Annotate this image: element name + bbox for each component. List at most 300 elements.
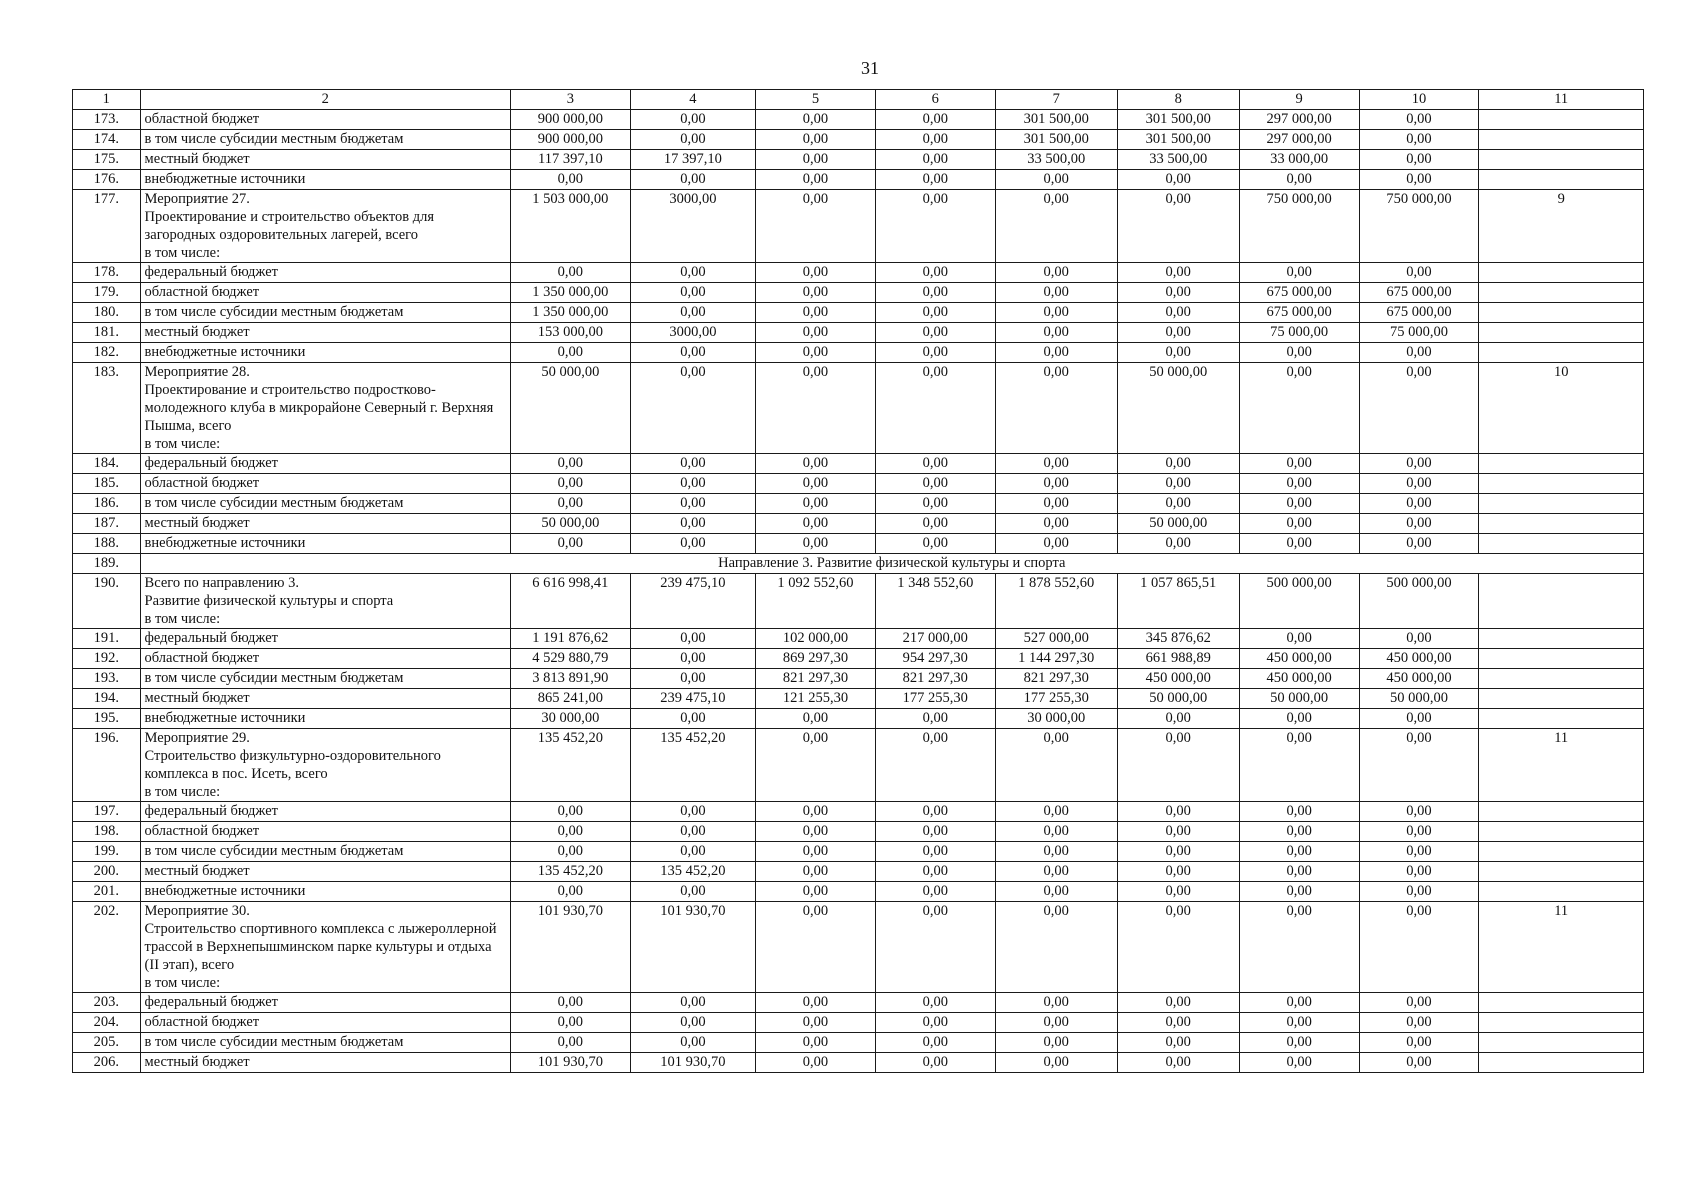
amount-cell: 0,00 xyxy=(630,494,755,514)
amount-cell: 450 000,00 xyxy=(1359,649,1479,669)
row-description: внебюджетные источники xyxy=(140,170,510,190)
column-number-cell: 5 xyxy=(756,90,876,110)
table-row xyxy=(73,534,1644,554)
table-row xyxy=(73,474,1644,494)
column-number-cell: 11 xyxy=(1479,90,1644,110)
amount-cell: 0,00 xyxy=(630,1033,755,1053)
row-description: в том числе субсидии местным бюджетам xyxy=(140,494,510,514)
section-title: Направление 3. Развитие физической культуры и спорта xyxy=(140,554,1643,574)
amount-cell: 0,00 xyxy=(630,110,755,130)
budget-table xyxy=(72,89,1644,1073)
amount-cell: 6 616 998,41 xyxy=(510,574,630,629)
table-row xyxy=(73,494,1644,514)
amount-cell: 345 876,62 xyxy=(1117,629,1239,649)
amount-cell: 0,00 xyxy=(875,802,995,822)
row-number: 198. xyxy=(73,822,141,842)
row-description: областной бюджет xyxy=(140,283,510,303)
amount-cell: 0,00 xyxy=(995,802,1117,822)
amount-cell: 0,00 xyxy=(1117,170,1239,190)
amount-cell: 0,00 xyxy=(995,343,1117,363)
row-description: в том числе субсидии местным бюджетам xyxy=(140,842,510,862)
table-row xyxy=(73,1053,1644,1073)
amount-cell: 450 000,00 xyxy=(1239,649,1359,669)
amount-cell: 0,00 xyxy=(875,474,995,494)
amount-cell: 527 000,00 xyxy=(995,629,1117,649)
amount-cell: 0,00 xyxy=(995,474,1117,494)
row-description: в том числе субсидии местным бюджетам xyxy=(140,303,510,323)
amount-cell: 0,00 xyxy=(1359,902,1479,993)
amount-cell: 0,00 xyxy=(1239,454,1359,474)
column-number-cell: 9 xyxy=(1239,90,1359,110)
target-reference xyxy=(1479,323,1644,343)
amount-cell: 0,00 xyxy=(630,363,755,454)
amount-cell: 101 930,70 xyxy=(630,902,755,993)
amount-cell: 177 255,30 xyxy=(875,689,995,709)
amount-cell: 3000,00 xyxy=(630,190,755,263)
row-description: внебюджетные источники xyxy=(140,709,510,729)
table-row xyxy=(73,669,1644,689)
amount-cell: 0,00 xyxy=(1359,729,1479,802)
amount-cell: 239 475,10 xyxy=(630,574,755,629)
row-number: 199. xyxy=(73,842,141,862)
amount-cell: 101 930,70 xyxy=(510,902,630,993)
table-row xyxy=(73,842,1644,862)
amount-cell: 0,00 xyxy=(1359,534,1479,554)
table-row xyxy=(73,862,1644,882)
row-number: 182. xyxy=(73,343,141,363)
row-description: в том числе субсидии местным бюджетам xyxy=(140,669,510,689)
amount-cell: 0,00 xyxy=(1359,454,1479,474)
amount-cell: 0,00 xyxy=(1359,514,1479,534)
column-number-cell: 8 xyxy=(1117,90,1239,110)
amount-cell: 0,00 xyxy=(630,649,755,669)
amount-cell: 0,00 xyxy=(510,802,630,822)
amount-cell: 0,00 xyxy=(510,882,630,902)
target-reference xyxy=(1479,343,1644,363)
amount-cell: 0,00 xyxy=(756,709,876,729)
amount-cell: 50 000,00 xyxy=(1359,689,1479,709)
amount-cell: 0,00 xyxy=(995,454,1117,474)
row-description: областной бюджет xyxy=(140,649,510,669)
table-row xyxy=(73,689,1644,709)
amount-cell: 0,00 xyxy=(510,454,630,474)
amount-cell: 0,00 xyxy=(875,363,995,454)
amount-cell: 0,00 xyxy=(756,534,876,554)
target-reference xyxy=(1479,669,1644,689)
amount-cell: 1 348 552,60 xyxy=(875,574,995,629)
amount-cell: 1 878 552,60 xyxy=(995,574,1117,629)
amount-cell: 17 397,10 xyxy=(630,150,755,170)
target-reference xyxy=(1479,629,1644,649)
table-row xyxy=(73,283,1644,303)
amount-cell: 50 000,00 xyxy=(1239,689,1359,709)
target-reference xyxy=(1479,574,1644,629)
amount-cell: 0,00 xyxy=(995,170,1117,190)
amount-cell: 0,00 xyxy=(875,993,995,1013)
amount-cell: 1 057 865,51 xyxy=(1117,574,1239,629)
amount-cell: 0,00 xyxy=(630,343,755,363)
target-reference xyxy=(1479,170,1644,190)
amount-cell: 0,00 xyxy=(995,842,1117,862)
amount-cell: 0,00 xyxy=(1239,1013,1359,1033)
amount-cell: 0,00 xyxy=(1359,494,1479,514)
target-reference xyxy=(1479,534,1644,554)
amount-cell: 0,00 xyxy=(1359,862,1479,882)
amount-cell: 50 000,00 xyxy=(1117,363,1239,454)
row-description: местный бюджет xyxy=(140,323,510,343)
amount-cell: 0,00 xyxy=(1239,902,1359,993)
amount-cell: 0,00 xyxy=(1239,709,1359,729)
row-number: 205. xyxy=(73,1033,141,1053)
amount-cell: 0,00 xyxy=(510,534,630,554)
amount-cell: 0,00 xyxy=(1117,902,1239,993)
row-description: местный бюджет xyxy=(140,689,510,709)
amount-cell: 0,00 xyxy=(1359,363,1479,454)
table-row xyxy=(73,190,1644,263)
target-reference xyxy=(1479,1053,1644,1073)
row-number: 194. xyxy=(73,689,141,709)
amount-cell: 0,00 xyxy=(1359,802,1479,822)
amount-cell: 0,00 xyxy=(1239,170,1359,190)
amount-cell: 1 092 552,60 xyxy=(756,574,876,629)
amount-cell: 0,00 xyxy=(756,802,876,822)
amount-cell: 0,00 xyxy=(1239,494,1359,514)
amount-cell: 0,00 xyxy=(1359,1013,1479,1033)
amount-cell: 0,00 xyxy=(1239,514,1359,534)
amount-cell: 101 930,70 xyxy=(630,1053,755,1073)
amount-cell: 0,00 xyxy=(756,1013,876,1033)
amount-cell: 750 000,00 xyxy=(1239,190,1359,263)
row-number: 193. xyxy=(73,669,141,689)
table-row xyxy=(73,1013,1644,1033)
amount-cell: 301 500,00 xyxy=(995,110,1117,130)
amount-cell: 675 000,00 xyxy=(1239,283,1359,303)
amount-cell: 0,00 xyxy=(875,842,995,862)
amount-cell: 0,00 xyxy=(875,862,995,882)
amount-cell: 0,00 xyxy=(875,494,995,514)
table-row xyxy=(73,263,1644,283)
amount-cell: 0,00 xyxy=(756,363,876,454)
amount-cell: 0,00 xyxy=(1117,822,1239,842)
amount-cell: 0,00 xyxy=(630,822,755,842)
amount-cell: 0,00 xyxy=(1117,474,1239,494)
amount-cell: 0,00 xyxy=(1117,303,1239,323)
amount-cell: 0,00 xyxy=(995,283,1117,303)
row-description: в том числе субсидии местным бюджетам xyxy=(140,130,510,150)
amount-cell: 33 000,00 xyxy=(1239,150,1359,170)
amount-cell: 0,00 xyxy=(875,263,995,283)
row-description: Всего по направлению 3. Развитие физической культуры и спорта в том числе: xyxy=(140,574,510,629)
table-row xyxy=(73,514,1644,534)
target-reference xyxy=(1479,993,1644,1013)
amount-cell: 0,00 xyxy=(875,822,995,842)
column-number-cell: 3 xyxy=(510,90,630,110)
row-number: 173. xyxy=(73,110,141,130)
row-number: 189. xyxy=(73,554,141,574)
row-number: 179. xyxy=(73,283,141,303)
row-number: 197. xyxy=(73,802,141,822)
amount-cell: 1 191 876,62 xyxy=(510,629,630,649)
amount-cell: 0,00 xyxy=(510,494,630,514)
amount-cell: 0,00 xyxy=(1359,882,1479,902)
amount-cell: 0,00 xyxy=(510,1033,630,1053)
target-reference xyxy=(1479,263,1644,283)
target-reference xyxy=(1479,454,1644,474)
amount-cell: 0,00 xyxy=(1239,474,1359,494)
amount-cell: 0,00 xyxy=(1359,150,1479,170)
amount-cell: 0,00 xyxy=(756,263,876,283)
amount-cell: 0,00 xyxy=(1359,170,1479,190)
amount-cell: 0,00 xyxy=(1117,802,1239,822)
row-description: внебюджетные источники xyxy=(140,882,510,902)
row-description: Мероприятие 27. Проектирование и строительство объектов для загородных оздоровительных лагерей, всего в том числе: xyxy=(140,190,510,263)
amount-cell: 0,00 xyxy=(630,842,755,862)
row-number: 190. xyxy=(73,574,141,629)
amount-cell: 821 297,30 xyxy=(995,669,1117,689)
row-number: 183. xyxy=(73,363,141,454)
amount-cell: 0,00 xyxy=(1359,1033,1479,1053)
amount-cell: 0,00 xyxy=(756,150,876,170)
table-row xyxy=(73,150,1644,170)
amount-cell: 0,00 xyxy=(630,802,755,822)
amount-cell: 0,00 xyxy=(995,303,1117,323)
amount-cell: 900 000,00 xyxy=(510,130,630,150)
amount-cell: 0,00 xyxy=(630,629,755,649)
target-reference xyxy=(1479,514,1644,534)
amount-cell: 0,00 xyxy=(756,110,876,130)
amount-cell: 33 500,00 xyxy=(995,150,1117,170)
amount-cell: 0,00 xyxy=(875,130,995,150)
amount-cell: 0,00 xyxy=(995,822,1117,842)
amount-cell: 0,00 xyxy=(1239,1053,1359,1073)
table-row xyxy=(73,649,1644,669)
amount-cell: 0,00 xyxy=(995,534,1117,554)
table-row xyxy=(73,709,1644,729)
amount-cell: 0,00 xyxy=(875,1033,995,1053)
row-number: 177. xyxy=(73,190,141,263)
amount-cell: 0,00 xyxy=(510,263,630,283)
target-reference xyxy=(1479,649,1644,669)
amount-cell: 0,00 xyxy=(630,1013,755,1033)
table-row xyxy=(73,902,1644,993)
row-number: 176. xyxy=(73,170,141,190)
table-row xyxy=(73,363,1644,454)
table-row xyxy=(73,170,1644,190)
amount-cell: 0,00 xyxy=(1239,363,1359,454)
amount-cell: 297 000,00 xyxy=(1239,130,1359,150)
amount-cell: 0,00 xyxy=(630,669,755,689)
row-number: 203. xyxy=(73,993,141,1013)
amount-cell: 0,00 xyxy=(1117,534,1239,554)
amount-cell: 0,00 xyxy=(756,454,876,474)
amount-cell: 1 144 297,30 xyxy=(995,649,1117,669)
target-reference xyxy=(1479,709,1644,729)
amount-cell: 301 500,00 xyxy=(1117,130,1239,150)
amount-cell: 0,00 xyxy=(1117,842,1239,862)
amount-cell: 0,00 xyxy=(1117,494,1239,514)
table-row xyxy=(73,729,1644,802)
amount-cell: 1 503 000,00 xyxy=(510,190,630,263)
amount-cell: 0,00 xyxy=(1239,993,1359,1013)
row-description: Мероприятие 29. Строительство физкультурно-оздоровительного комплекса в пос. Исеть, всего в том числе: xyxy=(140,729,510,802)
amount-cell: 450 000,00 xyxy=(1239,669,1359,689)
amount-cell: 0,00 xyxy=(1359,110,1479,130)
row-description: областной бюджет xyxy=(140,474,510,494)
amount-cell: 0,00 xyxy=(875,534,995,554)
row-number: 188. xyxy=(73,534,141,554)
row-description: внебюджетные источники xyxy=(140,534,510,554)
amount-cell: 0,00 xyxy=(1117,729,1239,802)
amount-cell: 0,00 xyxy=(510,993,630,1013)
row-description: местный бюджет xyxy=(140,514,510,534)
target-reference xyxy=(1479,283,1644,303)
amount-cell: 750 000,00 xyxy=(1359,190,1479,263)
row-number: 195. xyxy=(73,709,141,729)
amount-cell: 0,00 xyxy=(1117,709,1239,729)
amount-cell: 0,00 xyxy=(1117,263,1239,283)
amount-cell: 0,00 xyxy=(875,729,995,802)
amount-cell: 0,00 xyxy=(630,882,755,902)
amount-cell: 0,00 xyxy=(1117,190,1239,263)
amount-cell: 0,00 xyxy=(630,514,755,534)
amount-cell: 0,00 xyxy=(1117,882,1239,902)
amount-cell: 0,00 xyxy=(630,709,755,729)
amount-cell: 0,00 xyxy=(756,993,876,1013)
amount-cell: 0,00 xyxy=(995,263,1117,283)
row-description: областной бюджет xyxy=(140,1013,510,1033)
amount-cell: 0,00 xyxy=(995,1033,1117,1053)
amount-cell: 500 000,00 xyxy=(1359,574,1479,629)
amount-cell: 0,00 xyxy=(756,862,876,882)
amount-cell: 0,00 xyxy=(995,323,1117,343)
amount-cell: 450 000,00 xyxy=(1359,669,1479,689)
amount-cell: 0,00 xyxy=(1117,1053,1239,1073)
amount-cell: 0,00 xyxy=(875,709,995,729)
table-row xyxy=(73,802,1644,822)
amount-cell: 0,00 xyxy=(630,474,755,494)
amount-cell: 675 000,00 xyxy=(1359,283,1479,303)
column-number-cell: 2 xyxy=(140,90,510,110)
amount-cell: 0,00 xyxy=(756,283,876,303)
row-number: 204. xyxy=(73,1013,141,1033)
amount-cell: 30 000,00 xyxy=(995,709,1117,729)
amount-cell: 0,00 xyxy=(1239,534,1359,554)
amount-cell: 0,00 xyxy=(756,343,876,363)
amount-cell: 0,00 xyxy=(756,190,876,263)
row-description: местный бюджет xyxy=(140,862,510,882)
table-row xyxy=(73,323,1644,343)
target-reference xyxy=(1479,802,1644,822)
target-reference: 9 xyxy=(1479,190,1644,263)
amount-cell: 102 000,00 xyxy=(756,629,876,649)
amount-cell: 0,00 xyxy=(995,363,1117,454)
row-description: в том числе субсидии местным бюджетам xyxy=(140,1033,510,1053)
amount-cell: 0,00 xyxy=(875,454,995,474)
row-number: 202. xyxy=(73,902,141,993)
column-number-header-row xyxy=(73,90,1644,110)
column-number-cell: 1 xyxy=(73,90,141,110)
table-body xyxy=(73,110,1644,1073)
amount-cell: 0,00 xyxy=(1239,882,1359,902)
amount-cell: 821 297,30 xyxy=(875,669,995,689)
target-reference: 11 xyxy=(1479,902,1644,993)
target-reference xyxy=(1479,882,1644,902)
target-reference xyxy=(1479,303,1644,323)
amount-cell: 0,00 xyxy=(1359,822,1479,842)
amount-cell: 0,00 xyxy=(756,902,876,993)
row-description: Мероприятие 28. Проектирование и строительство подростково-молодежного клуба в микрорайоне Северный г. Верхняя Пышма, всего в том числе: xyxy=(140,363,510,454)
amount-cell: 1 350 000,00 xyxy=(510,283,630,303)
amount-cell: 865 241,00 xyxy=(510,689,630,709)
amount-cell: 0,00 xyxy=(756,729,876,802)
amount-cell: 0,00 xyxy=(995,494,1117,514)
row-description: областной бюджет xyxy=(140,822,510,842)
amount-cell: 0,00 xyxy=(875,882,995,902)
amount-cell: 0,00 xyxy=(1239,343,1359,363)
amount-cell: 0,00 xyxy=(995,190,1117,263)
amount-cell: 30 000,00 xyxy=(510,709,630,729)
row-number: 200. xyxy=(73,862,141,882)
amount-cell: 0,00 xyxy=(1359,629,1479,649)
amount-cell: 153 000,00 xyxy=(510,323,630,343)
amount-cell: 1 350 000,00 xyxy=(510,303,630,323)
amount-cell: 0,00 xyxy=(1359,474,1479,494)
row-description: местный бюджет xyxy=(140,150,510,170)
amount-cell: 0,00 xyxy=(995,1013,1117,1033)
row-description: внебюджетные источники xyxy=(140,343,510,363)
amount-cell: 0,00 xyxy=(875,323,995,343)
amount-cell: 135 452,20 xyxy=(510,729,630,802)
amount-cell: 0,00 xyxy=(1117,862,1239,882)
amount-cell: 450 000,00 xyxy=(1117,669,1239,689)
amount-cell: 0,00 xyxy=(510,1013,630,1033)
row-number: 192. xyxy=(73,649,141,669)
column-number-cell: 6 xyxy=(875,90,995,110)
amount-cell: 0,00 xyxy=(875,1013,995,1033)
amount-cell: 0,00 xyxy=(756,842,876,862)
amount-cell: 0,00 xyxy=(510,343,630,363)
amount-cell: 0,00 xyxy=(1239,862,1359,882)
amount-cell: 239 475,10 xyxy=(630,689,755,709)
amount-cell: 3 813 891,90 xyxy=(510,669,630,689)
amount-cell: 75 000,00 xyxy=(1239,323,1359,343)
amount-cell: 0,00 xyxy=(875,902,995,993)
amount-cell: 0,00 xyxy=(756,303,876,323)
amount-cell: 50 000,00 xyxy=(1117,514,1239,534)
amount-cell: 121 255,30 xyxy=(756,689,876,709)
amount-cell: 0,00 xyxy=(875,1053,995,1073)
target-reference xyxy=(1479,110,1644,130)
amount-cell: 0,00 xyxy=(875,170,995,190)
amount-cell: 0,00 xyxy=(630,283,755,303)
column-number-cell: 4 xyxy=(630,90,755,110)
amount-cell: 0,00 xyxy=(875,343,995,363)
row-number: 185. xyxy=(73,474,141,494)
section-row xyxy=(73,554,1644,574)
amount-cell: 0,00 xyxy=(1359,263,1479,283)
amount-cell: 0,00 xyxy=(630,454,755,474)
amount-cell: 0,00 xyxy=(630,303,755,323)
target-reference xyxy=(1479,862,1644,882)
target-reference xyxy=(1479,494,1644,514)
amount-cell: 0,00 xyxy=(756,130,876,150)
amount-cell: 0,00 xyxy=(1117,1033,1239,1053)
amount-cell: 675 000,00 xyxy=(1359,303,1479,323)
column-number-cell: 10 xyxy=(1359,90,1479,110)
amount-cell: 661 988,89 xyxy=(1117,649,1239,669)
row-description: федеральный бюджет xyxy=(140,263,510,283)
amount-cell: 0,00 xyxy=(995,902,1117,993)
